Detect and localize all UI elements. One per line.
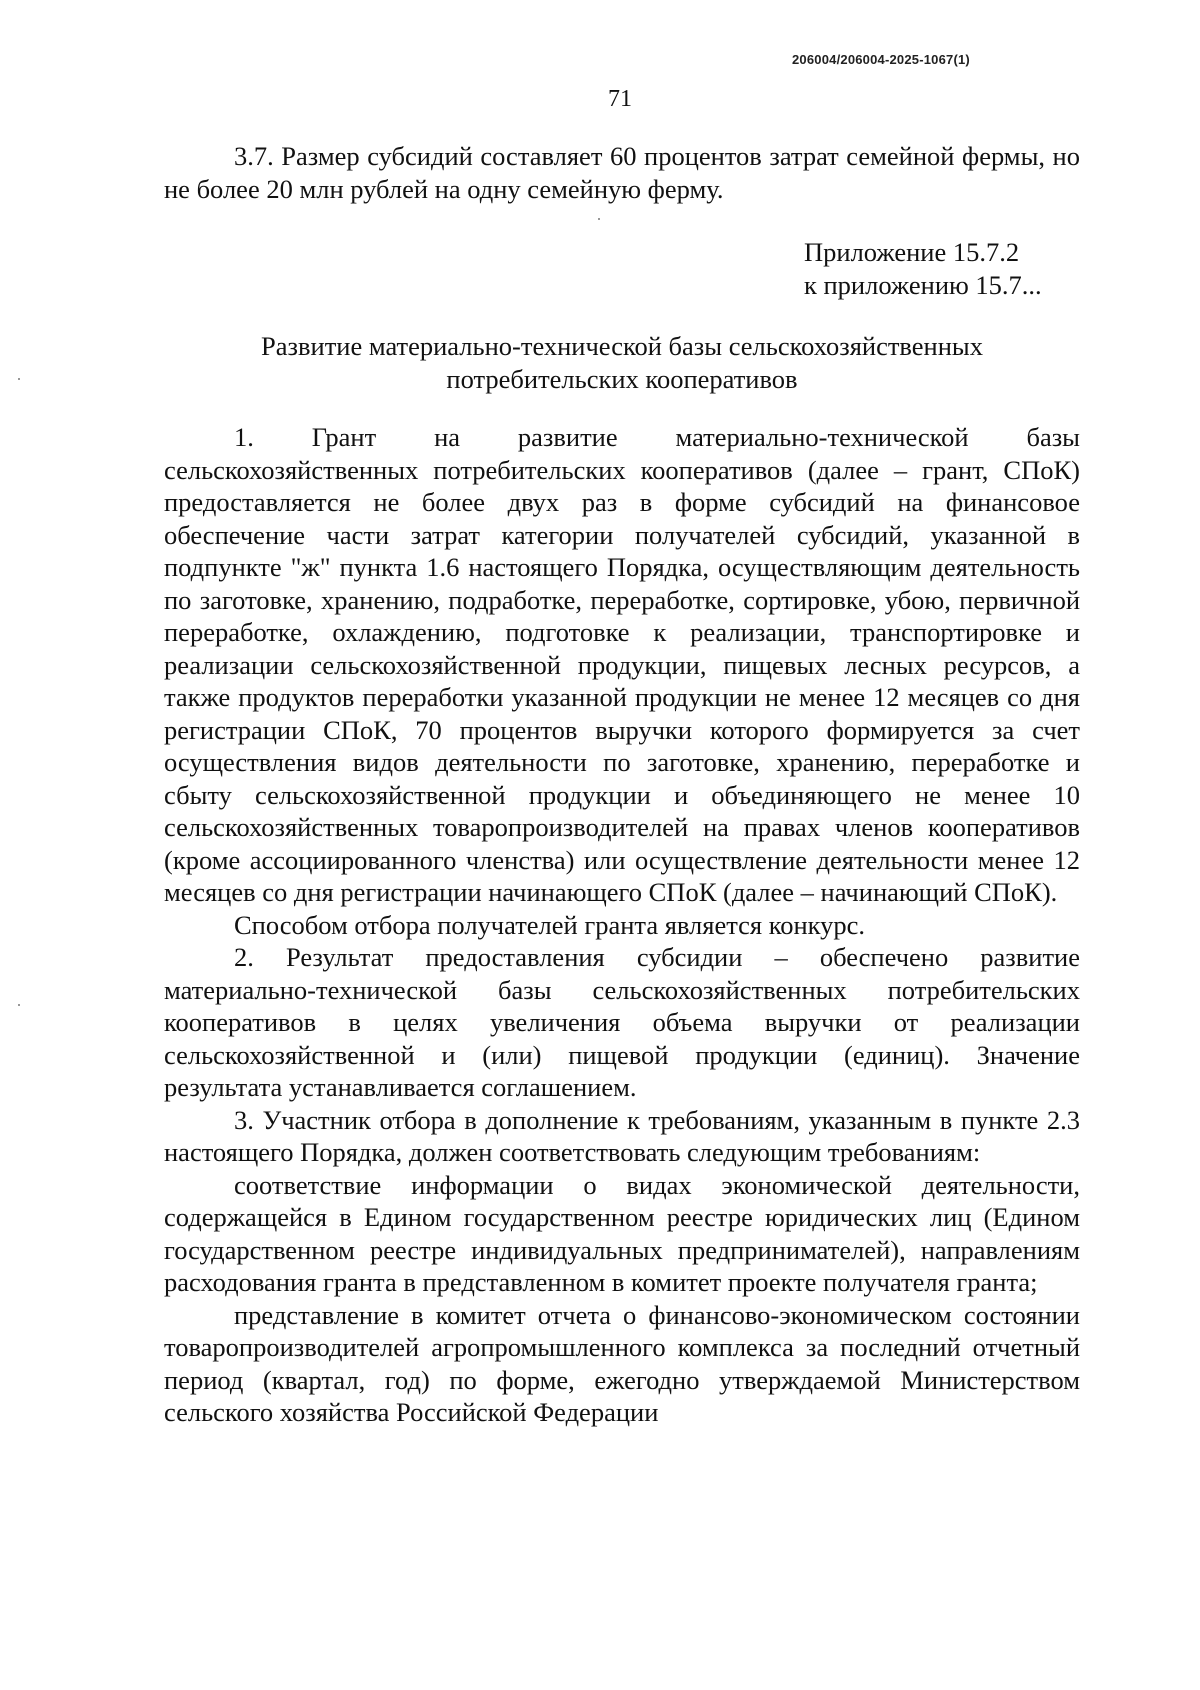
paragraph-requirement-2: представление в комитет отчета о финансово-экономическом состоянии товаропроизводителей агропромышленного комплекса за последний отчетный период (квартал, год) по форме, ежегодно утверждаемой Министерством сельского хозяйства Российской Федерации xyxy=(164,1299,1080,1427)
paragraph-3: 3. Участник отбора в дополнение к требованиям, указанным в пункте 2.3 настоящего Порядка, должен соответствовать следующим требованиям: xyxy=(164,1104,1080,1167)
section-title-line-1: Развитие материально-технической базы сельскохозяйственных xyxy=(261,331,983,361)
paragraph-3-7: 3.7. Размер субсидий составляет 60 процентов затрат семейной фермы, но не более 20 млн рублей на одну семейную ферму. xyxy=(164,141,1080,204)
paragraph-selection-method: Способом отбора получателей гранта является конкурс. xyxy=(234,909,866,940)
scan-speck xyxy=(18,1004,20,1006)
appendix-line-1: Приложение 15.7.2 xyxy=(804,237,1020,267)
appendix-line-2: к приложению 15.7... xyxy=(804,269,1042,300)
section-body xyxy=(164,421,1080,1429)
section-title-line-2: потребительских кооперативов xyxy=(446,363,798,394)
page-number: 71 xyxy=(608,86,632,112)
appendix-reference xyxy=(804,236,1042,301)
paragraph-requirement-1: соответствие информации о видах экономической деятельности, содержащейся в Едином государственном реестре юридических лиц (Едином государственном реестре индивидуальных предпринимателей), направлениям расходования гранта в представленном в комитет проекте получателя гранта; xyxy=(164,1169,1080,1297)
document-id: 206004/206004-2025-1067(1) xyxy=(792,52,970,67)
intro-block xyxy=(164,140,1080,205)
scan-speck xyxy=(598,218,600,220)
scan-speck xyxy=(18,378,20,380)
paragraph-1: 1. Грант на развитие материально-технической базы сельскохозяйственных потребительских кооперативов (далее – грант, СПоК) предоставляется не более двух раз в форме субсидий на финансовое обеспечение части затрат категории получателей субсидий, указанной в подпункте "ж" пункта 1.6 настоящего Порядка, осуществляющим деятельность по заготовке, хранению, подработке, переработке, сортировке, убою, первичной переработке, охлаждению, подготовке к реализации, транспортировке и реализации сельскохозяйственной продукции, пищевых лесных ресурсов, а также продуктов переработки указанной продукции не менее 12 месяцев со дня регистрации СПоК, 70 процентов выручки которого формируется за счет осуществления видов деятельности по заготовке, хранению, переработке и сбыту сельскохозяйственной продукции и объединяющего не менее 10 сельскохозяйственных товаропроизводителей на правах членов кооперативов (кроме ассоциированного членства) или осуществление деятельности менее 12 месяцев со дня регистрации начинающего СПоК (далее – начинающий СПоК). xyxy=(164,422,1080,907)
paragraph-2: 2. Результат предоставления субсидии – обеспечено развитие материально-технической базы сельскохозяйственных потребительских кооперативов в целях увеличения объема выручки от реализации сельскохозяйственной и (или) пищевой продукции (единиц). Значение результата устанавливается соглашением. xyxy=(164,942,1080,1102)
section-title xyxy=(164,330,1080,395)
